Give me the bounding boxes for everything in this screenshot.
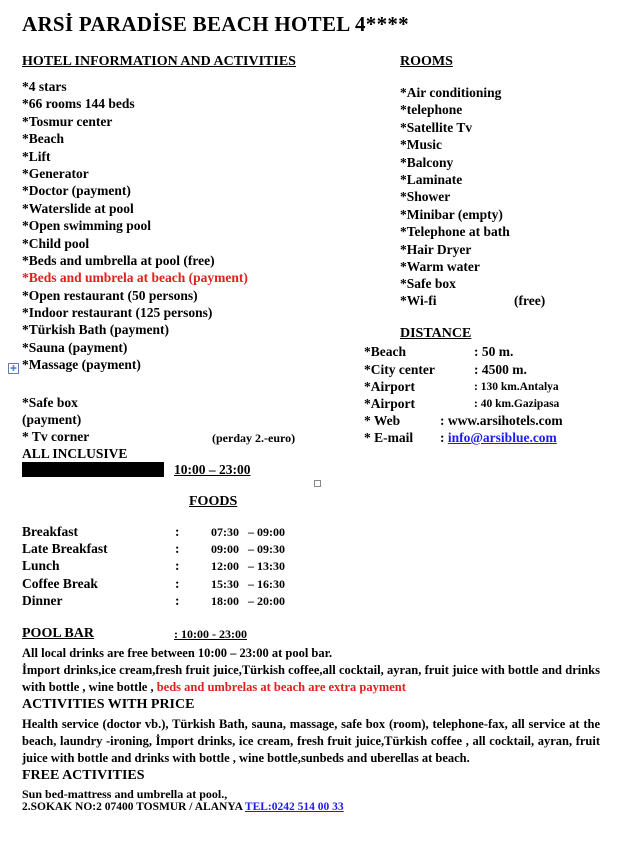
meal-name: Lunch xyxy=(22,558,60,573)
meal-end: – 16:30 xyxy=(248,577,285,591)
paid-activities-text: Health service (doctor vb.), Türkish Bath, sauna, massage, safe box (room), telephone-fax, all service at the beach, laundry -ironing, İmport drinks, ice cream, fresh fruit juice,Türkish coffee , all cocktail, ayran, fruit juice with bottle and drinks with bottle , wine bottle,sunbeds and uberellas at beach. xyxy=(22,717,600,765)
room-item: *Telephone at bath xyxy=(400,224,510,240)
page-title: ARSİ PARADİSE BEACH HOTEL 4**** xyxy=(22,12,409,36)
meal-colon: : xyxy=(175,576,180,591)
info-item: *Türkish Bath (payment) xyxy=(22,322,170,338)
room-item: *Safe box xyxy=(400,276,456,292)
tv-corner-note: (perday 2.-euro) xyxy=(212,431,296,445)
distance-label: *Airport xyxy=(364,379,415,394)
info-item: *Doctor (payment) xyxy=(22,183,131,199)
free-activities-heading: FREE ACTIVITIES xyxy=(22,768,145,783)
email-label: * E-mail xyxy=(364,430,414,445)
meal-name: Late Breakfast xyxy=(22,541,108,556)
room-item: *Balcony xyxy=(400,154,454,170)
safe-box-note: (payment) xyxy=(22,412,82,427)
meal-start: 18:00 xyxy=(211,594,239,608)
info-item: *Sauna (payment) xyxy=(22,339,128,355)
room-item: *Minibar (empty) xyxy=(400,206,503,222)
distance-heading: DISTANCE xyxy=(400,326,472,341)
pool-bar-time: : 10:00 - 23:00 xyxy=(174,627,247,641)
meal-colon: : xyxy=(175,541,180,556)
pool-bar-line2 xyxy=(22,662,600,696)
pool-bar-drinks: İmport drinks,ice cream,fresh fruit juice,Türkish coffee,all cocktail, ayran, fruit juice with bottle and drinks with bottle , wine bottle , xyxy=(22,663,600,694)
meal-name: Coffee Break xyxy=(22,576,98,591)
free-activities-text: Sun bed-mattress and umbrella at pool., xyxy=(22,787,228,801)
safe-box-item: *Safe box xyxy=(22,395,78,410)
meal-colon: : xyxy=(175,558,180,573)
wifi-item: *Wi-fi xyxy=(400,293,437,308)
distance-value: : 50 m. xyxy=(474,344,514,359)
distance-value: : 4500 m. xyxy=(474,362,527,377)
footer-address-line xyxy=(22,801,344,813)
email-link[interactable]: info@arsiblue.com xyxy=(447,430,557,445)
info-item: *Generator xyxy=(22,165,89,181)
info-item-highlight: *Beds and umbrela at beach (payment) xyxy=(22,270,248,286)
info-item: *Massage (payment) xyxy=(22,357,141,373)
rooms-heading: ROOMS xyxy=(400,54,453,69)
info-item: *Open swimming pool xyxy=(22,218,152,234)
meal-end: – 13:30 xyxy=(248,559,285,573)
meal-start: 12:00 xyxy=(211,559,239,573)
distance-label: *City center xyxy=(364,362,435,377)
all-inclusive-time: 10:00 – 23:00 xyxy=(174,462,251,477)
all-inclusive-heading: ALL INCLUSIVE xyxy=(22,446,128,461)
room-item: *Warm water xyxy=(400,258,480,274)
room-item: *Satellite Tv xyxy=(400,119,473,135)
info-item: *Lift xyxy=(22,148,51,164)
meal-end: – 20:00 xyxy=(248,594,285,608)
info-item: *Child pool xyxy=(22,235,90,251)
info-item: *Beds and umbrella at pool (free) xyxy=(22,252,215,268)
foods-heading: FOODS xyxy=(189,494,238,509)
meal-end: – 09:00 xyxy=(248,525,285,539)
meal-colon: : xyxy=(175,524,180,539)
meal-colon: : xyxy=(175,593,180,608)
table-move-handle-icon[interactable]: ✚ xyxy=(8,363,19,374)
hotel-info-heading: HOTEL INFORMATION AND ACTIVITIES xyxy=(22,54,296,69)
info-item: *Tosmur center xyxy=(22,113,113,129)
info-item: *Beach xyxy=(22,131,64,147)
info-item: *Indoor restaurant (125 persons) xyxy=(22,305,213,321)
tv-corner-item: * Tv corner xyxy=(22,429,90,444)
footer-tel-link[interactable]: TEL:0242 514 00 33 xyxy=(244,801,344,813)
redacted-bar xyxy=(22,462,164,477)
info-item: *4 stars xyxy=(22,79,67,94)
pool-bar-line1: All local drinks are free between 10:00 – 23:00 at pool bar. xyxy=(22,646,333,660)
footer-address: 2.SOKAK NO:2 07400 TOSMUR / ALANYA xyxy=(22,801,243,813)
room-item: *telephone xyxy=(400,102,463,118)
room-item: *Laminate xyxy=(400,171,463,187)
meal-name: Breakfast xyxy=(22,524,78,539)
distance-label: *Airport xyxy=(364,396,415,411)
paid-activities-heading: ACTIVITIES WITH PRICE xyxy=(22,697,195,712)
email-line xyxy=(440,430,557,446)
distance-value: : 40 km.Gazipasa xyxy=(474,398,560,410)
resize-handle-icon[interactable] xyxy=(314,480,321,487)
wifi-note: (free) xyxy=(514,293,546,308)
info-item: *Open restaurant (50 persons) xyxy=(22,287,198,303)
meal-start: 09:00 xyxy=(211,542,239,556)
distance-value: : 130 km.Antalya xyxy=(474,381,559,393)
room-item: *Air conditioning xyxy=(400,85,502,100)
web-label: * Web xyxy=(364,413,401,428)
room-item: *Music xyxy=(400,137,442,153)
rooms-list xyxy=(400,84,510,293)
info-item: *66 rooms 144 beds xyxy=(22,96,135,112)
room-item: *Hair Dryer xyxy=(400,241,472,257)
meal-start: 15:30 xyxy=(211,577,239,591)
hotel-info-list xyxy=(22,78,248,374)
email-colon: : xyxy=(440,430,448,445)
web-value: : www.arsihotels.com xyxy=(440,413,563,428)
meal-end: – 09:30 xyxy=(248,542,285,556)
meal-start: 07:30 xyxy=(211,525,239,539)
distance-label: *Beach xyxy=(364,344,406,359)
room-item: *Shower xyxy=(400,189,451,205)
pool-bar-heading: POOL BAR xyxy=(22,626,94,641)
pool-bar-extra: beds and umbrelas at beach are extra payment xyxy=(156,680,406,694)
meal-name: Dinner xyxy=(22,593,63,608)
info-item: *Waterslide at pool xyxy=(22,200,134,216)
